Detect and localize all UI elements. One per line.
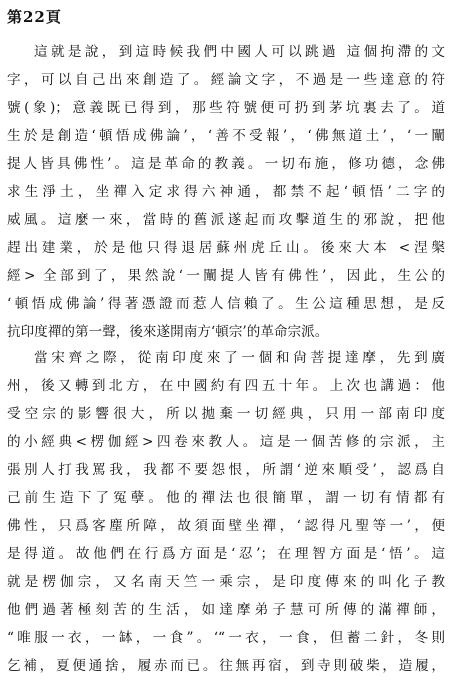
paragraph-1 xyxy=(7,38,445,346)
text-line: “唯服一衣，一缽，一食”。‘“一衣，一食，但蓄二針，冬則 xyxy=(7,630,445,646)
text-line: 己前生造下了冤孽。他的禪法也很簡單，謂一切有情都有 xyxy=(7,490,445,506)
text-line: 就是楞伽宗，又名南天竺一乘宗，是印度傳來的叫化子教 xyxy=(7,574,445,590)
text-line: 字，可以自己出來創造了。經論文字，不過是一些達意的符 xyxy=(7,72,445,88)
text-line: 的小經典<楞伽經>四卷來教人。這是一個苦修的宗派，主 xyxy=(7,434,445,450)
text-line: 趕出建業，於是他只得退居蘇州虎丘山。後來大本 <涅槃 xyxy=(7,240,445,256)
text-line: 威風。這麼一來，當時的舊派遂起而攻擊道生的邪說，把他 xyxy=(7,212,445,228)
text-line: 生於是創造‘頓悟成佛論’，‘善不受報’，‘佛無道土’，‘一闡 xyxy=(7,128,445,144)
text-line: 州，後又轉到北方，在中國約有四五十年。上次也講過：他 xyxy=(7,378,445,394)
text-line: 張別人打我罵我，我都不要怨恨，所謂‘逆來順受’，認爲自 xyxy=(7,462,445,478)
page-number-header: 第22頁 xyxy=(7,8,62,26)
text-line: 號(象)；意義既已得到，那些符號便可扔到茅坑裏去了。道 xyxy=(7,100,445,116)
text-line: 當宋齊之際，從南印度來了一個和尙菩提達摩，先到廣 xyxy=(34,350,445,366)
text-line: 受空宗的影響很大，所以拋棄一切經典，只用一部南印度 xyxy=(7,406,445,422)
text-line: 乞補，夏便通捨，履赤而已。往無再宿，到寺則破柴，造履， xyxy=(7,658,445,674)
text-line: 提人皆具佛性’。這是革命的教義。一切布施，修功德，念佛 xyxy=(7,156,445,172)
text-line: 是得道。故他們在行爲方面是‘忍’；在理智方面是‘悟’。這 xyxy=(7,546,445,562)
text-line: 抗印度禪的第一聲，後來遂開南方‘頓宗’的革命宗派。 xyxy=(7,324,329,340)
text-line: ‘頓悟成佛論’得著憑證而惹人信賴了。生公這種思想，是反 xyxy=(7,296,445,312)
paragraph-2 xyxy=(7,344,445,680)
text-line: 這就是說，到這時候我們中國人可以跳過 這個拘滯的文 xyxy=(34,44,445,60)
text-line: 佛性，只爲客塵所障，故須面壁坐禪，‘認得凡聖等一’，便 xyxy=(7,518,445,534)
text-line: 求生淨土，坐禪入定求得六神通，都禁不起‘頓悟’二字的 xyxy=(7,184,445,200)
text-line: 經> 全部到了，果然說‘一闡提人皆有佛性’，因此，生公的 xyxy=(7,268,445,284)
text-line: 他們過著極刻苦的生活，如達摩弟子慧可所傳的滿禪師， xyxy=(7,602,445,618)
